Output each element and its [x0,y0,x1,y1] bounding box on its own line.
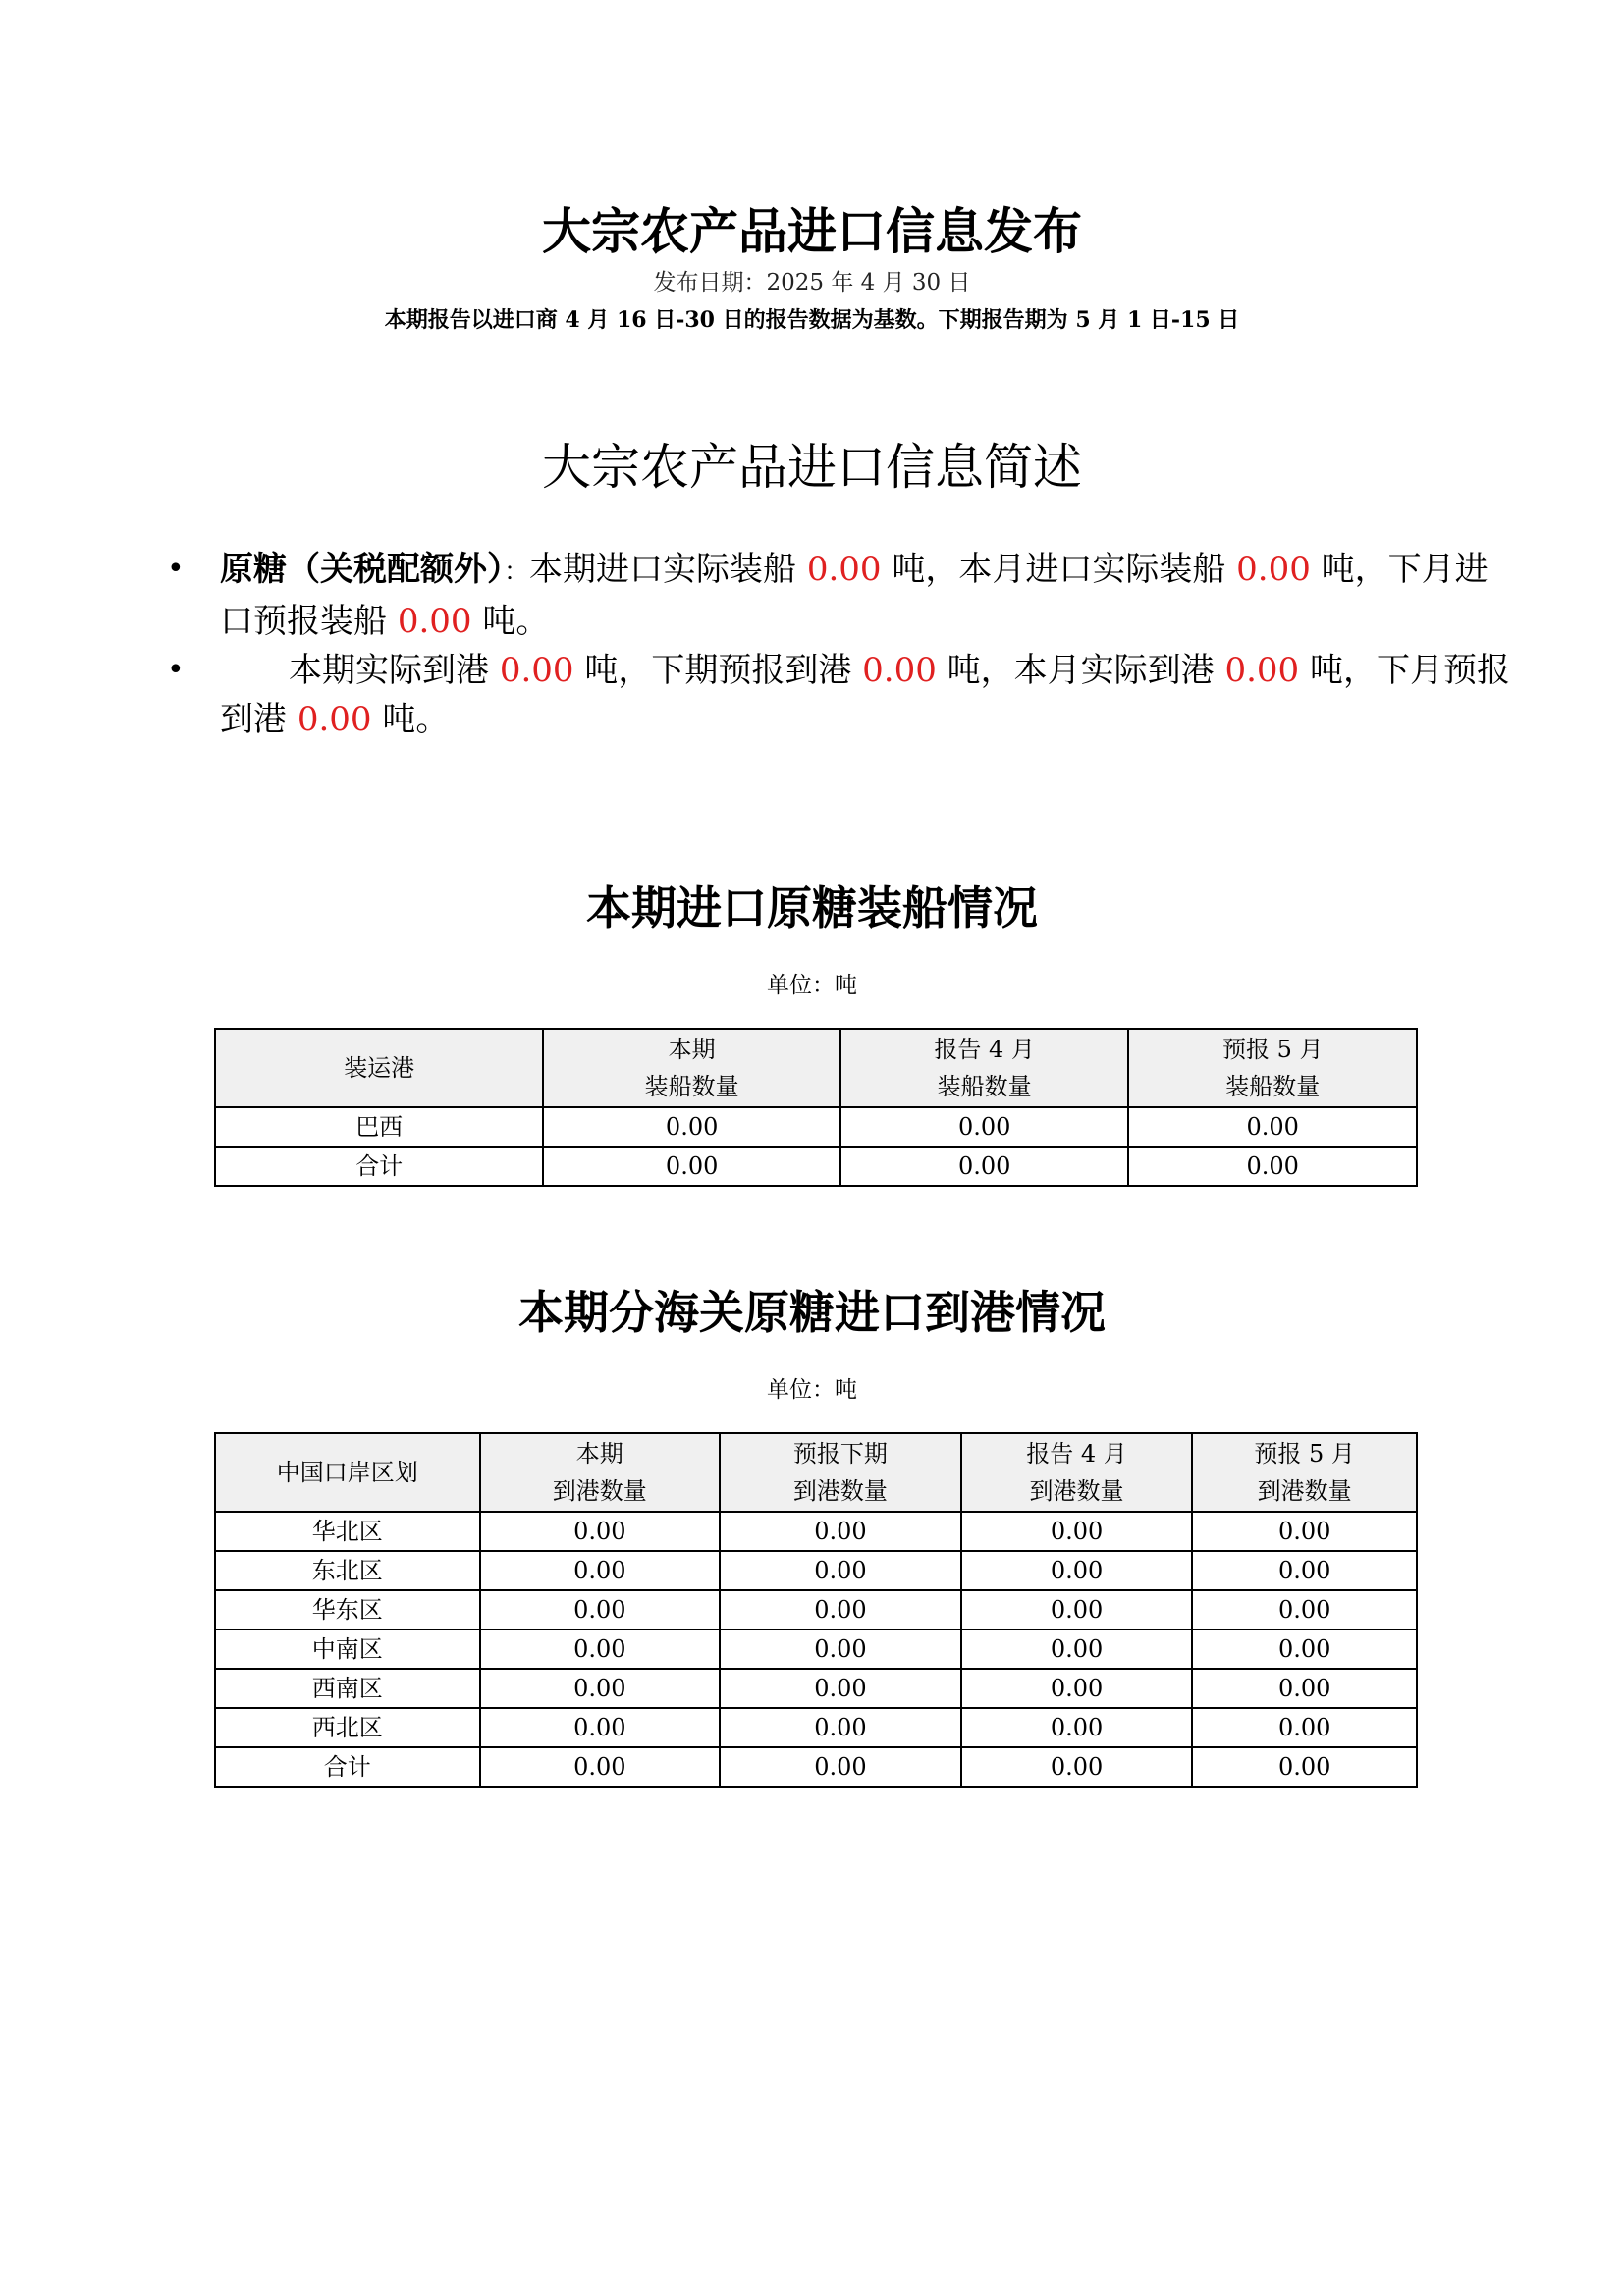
value-current-shipping: 0.00 [806,550,882,589]
value-month-shipping: 0.00 [1236,550,1311,589]
table-cell: 合计 [215,1147,543,1186]
page-title: 大宗农产品进口信息发布 [542,202,1082,260]
table-cell: 西北区 [215,1708,480,1747]
table-row [215,1629,1417,1669]
value-month-arrival: 0.00 [1224,651,1300,690]
table-cell: 0.00 [1192,1590,1417,1629]
arrival-unit-label: 单位：吨 [767,1377,857,1403]
header-cell: 预报 5 月 到港数量 [1192,1433,1417,1512]
summary-text: 本期实际到港 [289,651,500,690]
shipping-section-title: 本期进口原糖装船情况 [586,881,1038,934]
bullet-dot-icon: • [167,653,185,687]
publish-date: 发布日期：2025 年 4 月 30 日 [653,270,971,295]
table-row [215,1669,1417,1708]
summary-text: 吨，下月预报到港 [220,651,1510,739]
report-period-notice: 本期报告以进口商 4 月 16 日-30 日的报告数据为基数。下期报告期为 5 月 1 日-15 日 [384,307,1240,333]
table-cell: 0.00 [1192,1551,1417,1590]
table-cell: 东北区 [215,1551,480,1590]
table-cell: 0.00 [961,1512,1193,1551]
table-cell: 巴西 [215,1107,543,1147]
value-next-month-arrival: 0.00 [297,700,372,739]
summary-text: 吨。 [371,700,450,739]
table-cell: 0.00 [480,1629,721,1669]
summary-title: 大宗农产品进口信息简述 [542,439,1082,496]
table-cell: 0.00 [840,1147,1129,1186]
header-cell: 报告 4 月 装船数量 [840,1029,1129,1107]
table-header-row [215,1029,1417,1107]
value-next-month-shipping: 0.00 [397,602,472,641]
summary-list [157,545,1512,744]
bullet-dot-icon: • [167,552,185,586]
table-cell: 0.00 [1192,1629,1417,1669]
summary-text: 吨，下期预报到港 [573,651,863,690]
header-cell: 预报 5 月 装船数量 [1128,1029,1417,1107]
table-row [215,1512,1417,1551]
commodity-label: 原糖（关税配额外） [220,550,504,589]
table-row [215,1708,1417,1747]
summary-text: 吨。 [471,602,550,641]
table-row [215,1147,1417,1186]
table-cell: 0.00 [961,1669,1193,1708]
table-cell: 西南区 [215,1669,480,1708]
table-cell: 中南区 [215,1629,480,1669]
table-cell: 0.00 [961,1629,1193,1669]
table-cell: 0.00 [840,1107,1129,1147]
table-cell: 0.00 [480,1708,721,1747]
table-cell: 0.00 [480,1747,721,1787]
header-cell: 本期 装船数量 [543,1029,840,1107]
value-next-period-arrival: 0.00 [862,651,937,690]
summary-text: 吨，本月进口实际装船 [881,550,1237,589]
table-cell: 华北区 [215,1512,480,1551]
summary-text: 吨，下月进口预报装船 [220,550,1489,641]
header-cell: 装运港 [215,1029,543,1107]
summary-item-shipping [157,545,1512,646]
shipping-table [214,1028,1418,1187]
header-cell: 中国口岸区划 [215,1433,480,1512]
table-cell: 0.00 [480,1590,721,1629]
header-cell: 预报下期 到港数量 [720,1433,961,1512]
table-cell: 0.00 [480,1551,721,1590]
table-header-row [215,1433,1417,1512]
table-cell: 华东区 [215,1590,480,1629]
header-cell: 本期 到港数量 [480,1433,721,1512]
table-cell: 0.00 [720,1551,961,1590]
table-cell: 0.00 [961,1747,1193,1787]
summary-text: 吨，本月实际到港 [936,651,1225,690]
table-cell: 合计 [215,1747,480,1787]
table-cell: 0.00 [543,1147,840,1186]
value-current-arrival: 0.00 [499,651,574,690]
table-cell: 0.00 [1128,1147,1417,1186]
summary-text: 本期进口实际装船 [529,550,807,589]
table-cell: 0.00 [1192,1669,1417,1708]
table-row [215,1107,1417,1147]
table-cell: 0.00 [1192,1708,1417,1747]
arrival-section-title: 本期分海关原糖进口到港情况 [518,1286,1106,1339]
table-cell: 0.00 [961,1551,1193,1590]
table-cell: 0.00 [961,1708,1193,1747]
table-cell: 0.00 [720,1708,961,1747]
table-cell: 0.00 [961,1590,1193,1629]
table-cell: 0.00 [720,1747,961,1787]
table-cell: 0.00 [720,1512,961,1551]
table-cell: 0.00 [1128,1107,1417,1147]
label-separator: ： [504,558,530,587]
summary-item-arrival [157,646,1512,744]
table-cell: 0.00 [1192,1512,1417,1551]
table-row [215,1747,1417,1787]
arrival-table [214,1432,1418,1788]
table-cell: 0.00 [720,1629,961,1669]
table-cell: 0.00 [720,1669,961,1708]
table-row [215,1551,1417,1590]
shipping-unit-label: 单位：吨 [767,973,857,998]
table-cell: 0.00 [480,1669,721,1708]
table-cell: 0.00 [543,1107,840,1147]
table-cell: 0.00 [480,1512,721,1551]
table-cell: 0.00 [720,1590,961,1629]
table-cell: 0.00 [1192,1747,1417,1787]
table-row [215,1590,1417,1629]
header-cell: 报告 4 月 到港数量 [961,1433,1193,1512]
